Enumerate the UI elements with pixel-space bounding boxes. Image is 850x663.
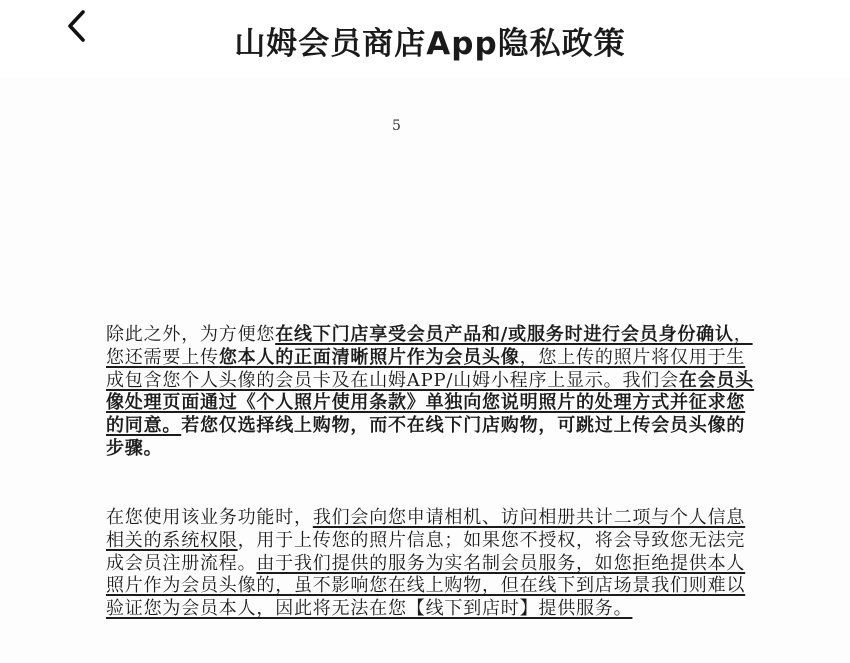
back-button[interactable] <box>58 8 98 48</box>
paragraph-permissions <box>106 507 756 621</box>
top-navigation-bar <box>0 0 850 78</box>
text-segment-bold-underlined: 在线下门店享受会员产品和/或服务时进行会员身份确认 <box>275 324 734 345</box>
chevron-left-icon <box>58 8 98 48</box>
text-segment: ，用于上传您的照片信息；如果您不授权，将会导致您无法完成会员注册流程。 <box>106 529 746 574</box>
page-title: 山姆会员商店App隐私政策 <box>234 26 626 62</box>
document-page <box>0 78 850 663</box>
text-segment-bold-underlined: 您本人的正面清晰照片作为会员头像 <box>218 346 520 368</box>
text-segment-bold: 若您仅选择线上购物，而不在线下门店购物，可跳过上传会员头像的步骤。 <box>106 415 746 459</box>
text-segment: 在您使用该业务功能时， <box>106 507 313 528</box>
text-segment: 除此之外，为方便您 <box>106 324 276 345</box>
text-segment-underlined: ，您还需要上传 <box>106 324 753 368</box>
text-segment-bold-underlined: 在会员头像处理页面通过《个人照片使用条款》单独向您说明照片的处理方式并征求您的同意。 <box>106 369 755 437</box>
text-segment-underlined: ，您上传的照片将仅用于生成包含您个人头像的会员卡及在山姆APP/山姆小程序上显示。我们会 <box>106 346 746 391</box>
page-number: 5 <box>392 118 401 134</box>
text-segment-underlined: 由于我们提供的服务为实名制会员服务，如您拒绝提供本人照片作为会员头像的，虽不影响您在线上购物，但在线下到店场景我们则难以验证您为会员本人，因此将无法在您【线下到店时】提供服务。 <box>106 552 746 620</box>
text-segment-underlined: 我们会向您申请相机、访问相册共计二项与个人信息相关的系统权限 <box>106 507 746 551</box>
paragraph-photo-upload <box>106 324 756 461</box>
